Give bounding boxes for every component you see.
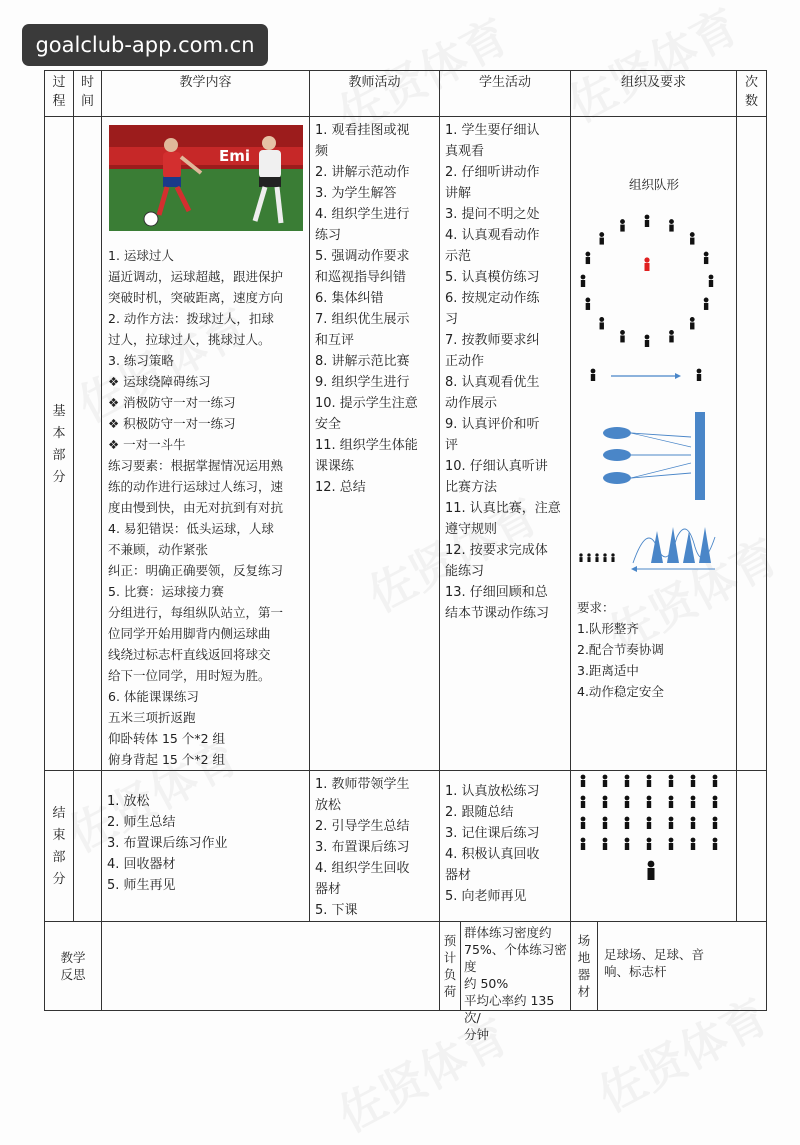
list-item: 器材 [445, 868, 472, 883]
list-item: 4. 回收器材 [107, 857, 176, 872]
list-item: 5. 下课 [315, 903, 358, 918]
person-icon [620, 330, 625, 342]
header-content: 教学内容 [102, 71, 310, 117]
ending-organization [571, 771, 737, 922]
list-item: 比赛方法 [445, 480, 498, 495]
list-item: 群体练习密度约 [464, 925, 552, 940]
person-icon [713, 817, 718, 829]
list-item: 俯身背起 15 个*2 组 [108, 752, 226, 767]
person-icon [690, 232, 695, 244]
person-icon [625, 817, 630, 829]
lesson-plan-table [44, 70, 767, 1042]
list-item: 1. 学生要仔细认 [445, 123, 540, 138]
ending-content-list [102, 771, 309, 896]
person-icon [620, 219, 625, 231]
list-item: 要求： [577, 600, 615, 615]
list-item: 5. 认真模仿练习 [445, 270, 540, 285]
list-item: 3.距离适中 [577, 663, 639, 678]
person-icon [669, 796, 674, 808]
header-process: 过 程 [45, 71, 74, 117]
list-item: 4. 易犯错误：低头运球，人球 [108, 521, 274, 536]
list-item: 1. 放松 [107, 794, 150, 809]
list-item: 器材 [315, 882, 342, 897]
photo-banner-text: Emi [219, 147, 251, 165]
list-item: 1.队形整齐 [577, 621, 639, 636]
requirements-list [577, 597, 664, 702]
ending-count [737, 771, 767, 922]
list-item: 动作展示 [445, 396, 498, 411]
basic-label: 基 本 部 分 [45, 117, 74, 771]
list-item: 1. 观看挂图或视 [315, 123, 410, 138]
person-icon [587, 553, 590, 562]
ending-student-list [440, 771, 570, 907]
list-item: 6. 集体纠错 [315, 291, 384, 306]
person-icon [669, 838, 674, 850]
list-item: 示范 [445, 249, 472, 264]
person-icon [713, 775, 718, 787]
circle-formation [581, 215, 714, 347]
list-item: 给下一位同学，用时短为胜。 [108, 668, 271, 683]
list-item: 13. 仔细回顾和总 [445, 585, 548, 600]
obstacle-drill-diagram [603, 412, 705, 500]
formation-title: 组织队形 [629, 177, 680, 192]
list-item: 约 50% [464, 976, 509, 991]
list-item: 度由慢到快，由无对抗到有对抗 [108, 500, 284, 515]
list-item: 遵守规则 [445, 522, 498, 537]
ending-time [74, 771, 102, 922]
list-item: 4. 认真观看动作 [445, 228, 540, 243]
list-item: 6. 按规定动作练 [445, 291, 540, 306]
site-url-badge[interactable]: goalclub-app.com.cn [22, 24, 268, 66]
list-item: 8. 讲解示范比赛 [315, 354, 410, 369]
header-time: 时 间 [74, 71, 102, 117]
list-item: 3. 布置课后练习 [315, 840, 410, 855]
list-item: 平均心率约 135 次/ [464, 993, 555, 1025]
person-icon [579, 553, 582, 562]
person-icon [647, 775, 652, 787]
person-icon [585, 298, 590, 310]
list-item: 练习 [315, 228, 342, 243]
person-icon [645, 215, 650, 227]
list-item: 7. 按教师要求纠 [445, 333, 540, 348]
venue-label: 场 地 器 材 [571, 922, 598, 1010]
person-icon [625, 838, 630, 850]
list-item: 频 [315, 144, 329, 159]
list-item: 响、标志杆 [604, 964, 667, 979]
list-item: 习 [445, 312, 459, 327]
list-item: 75%、个体练习密度 [464, 942, 567, 974]
list-item: ❖ 运球绕障碍练习 [108, 374, 211, 389]
list-item: 4. 组织学生回收 [315, 861, 410, 876]
list-item: 分钟 [464, 1027, 490, 1042]
person-icon [669, 775, 674, 787]
list-item: 3. 提问不明之处 [445, 207, 540, 222]
person-icon [603, 838, 608, 850]
list-item: 4. 积极认真回收 [445, 847, 540, 862]
header-count: 次 数 [737, 71, 767, 117]
person-icon [595, 553, 598, 562]
person-icon [669, 219, 674, 231]
list-item: 突破时机，突破距离，速度方向 [108, 290, 284, 305]
list-item: 练的动作进行运球过人练习，速 [108, 479, 284, 494]
list-item: 9. 组织学生进行 [315, 375, 410, 390]
list-item: 3. 记住课后练习 [445, 826, 540, 841]
person-icon [691, 817, 696, 829]
person-icon [581, 275, 586, 287]
dribble-pass-diagram [591, 369, 702, 381]
basic-teacher-list [310, 117, 439, 498]
list-item: 7. 组织优生展示 [315, 312, 410, 327]
list-item: 过人，拉球过人，挑球过人。 [108, 332, 271, 347]
list-item: 4.动作稳定安全 [577, 684, 664, 699]
list-item: 结本节课动作练习 [445, 606, 550, 621]
person-icon [581, 817, 586, 829]
load-label: 预 计 负 荷 [440, 922, 461, 1010]
header-row [45, 71, 767, 117]
list-item: 评 [445, 438, 459, 453]
list-item: 真观看 [445, 144, 485, 159]
list-item: 足球场、足球、音 [604, 947, 705, 962]
list-item: 2. 引导学生总结 [315, 819, 410, 834]
list-item: 4. 组织学生进行 [315, 207, 410, 222]
list-item: 不兼顾，动作紧张 [108, 542, 209, 557]
load-cell [440, 922, 571, 1042]
person-icon [581, 838, 586, 850]
person-icon [585, 252, 590, 264]
list-item: 5. 师生再见 [107, 878, 176, 893]
person-icon [647, 838, 652, 850]
footer-row [45, 922, 767, 1011]
basic-teacher [310, 117, 440, 771]
list-item: 正动作 [445, 354, 485, 369]
basic-student [440, 117, 571, 771]
person-icon [599, 232, 604, 244]
list-item: 位同学开始用脚背内侧运球曲 [108, 626, 271, 641]
ending-teacher [310, 771, 440, 922]
list-item: 3. 练习策略 [108, 353, 174, 368]
person-icon [669, 817, 674, 829]
list-item: 2.配合节奏协调 [577, 642, 664, 657]
teacher-marker-red [644, 257, 649, 271]
list-item: 8. 认真观看优生 [445, 375, 540, 390]
person-icon [691, 796, 696, 808]
basic-count [737, 117, 767, 771]
teacher-marker [648, 861, 655, 880]
list-item: 5. 向老师再见 [445, 889, 527, 904]
ending-content [102, 771, 310, 922]
person-icon [645, 335, 650, 347]
ending-teacher-list [310, 771, 439, 921]
list-item: 12. 按要求完成体 [445, 543, 548, 558]
person-icon [709, 275, 714, 287]
person-icon [647, 817, 652, 829]
ending-formation-diagram [571, 771, 737, 911]
list-item: 和互评 [315, 333, 355, 348]
list-item: 五米三项折返跑 [108, 710, 196, 725]
person-icon [599, 317, 604, 329]
person-icon [625, 796, 630, 808]
person-icon [603, 553, 606, 562]
list-item: 2. 仔细听讲动作 [445, 165, 540, 180]
list-item: 10. 仔细认真听讲 [445, 459, 548, 474]
ending-student [440, 771, 571, 922]
relay-race-diagram [579, 527, 715, 572]
person-icon [704, 252, 709, 264]
basic-content [102, 117, 310, 771]
list-item: 能练习 [445, 564, 485, 579]
soccer-photo [109, 125, 303, 231]
header-organization: 组织及要求 [571, 71, 737, 117]
list-item: 9. 认真评价和听 [445, 417, 540, 432]
load-text [461, 922, 570, 1042]
person-icon [581, 775, 586, 787]
list-item: 1. 运球过人 [108, 248, 174, 263]
list-item: 仰卧转体 15 个*2 组 [108, 731, 226, 746]
person-icon [691, 775, 696, 787]
list-item: 12. 总结 [315, 480, 366, 495]
person-icon [603, 796, 608, 808]
list-item: 分组进行，每组纵队站立，第一 [108, 605, 284, 620]
list-item: 5. 比赛：运球接力赛 [108, 584, 224, 599]
header-student: 学生活动 [440, 71, 571, 117]
list-item: 3. 布置课后练习作业 [107, 836, 228, 851]
venue-text [598, 922, 766, 1010]
list-item: ❖ 积极防守一对一练习 [108, 416, 236, 431]
list-item: 练习要素：根据掌握情况运用熟 [108, 458, 284, 473]
list-item: 课课练 [315, 459, 355, 474]
list-item: 逼近调动，运球超越，跟进保护 [108, 269, 284, 284]
list-item: 和巡视指导纠错 [315, 270, 407, 285]
list-item: 2. 师生总结 [107, 815, 176, 830]
list-item: 2. 动作方法：拨球过人，扣球 [108, 311, 274, 326]
list-item: 线绕过标志杆直线返回将球交 [108, 647, 271, 662]
person-icon [691, 838, 696, 850]
list-item: 讲解 [445, 186, 472, 201]
reflection-label: 教学 反思 [45, 922, 102, 1011]
list-item: 2. 讲解示范动作 [315, 165, 410, 180]
person-icon [611, 553, 614, 562]
person-icon [603, 817, 608, 829]
person-icon [713, 838, 718, 850]
list-item: ❖ 一对一斗牛 [108, 437, 186, 452]
list-item: 纠正：明确正确要领，反复练习 [108, 563, 284, 578]
list-item: 11. 认真比赛，注意 [445, 501, 561, 516]
list-item: 放松 [315, 798, 342, 813]
basic-section-row [45, 117, 767, 771]
list-item: 10. 提示学生注意 [315, 396, 418, 411]
person-icon [647, 796, 652, 808]
ending-label: 结 束 部 分 [45, 771, 74, 922]
list-item: 6. 体能课课练习 [108, 689, 199, 704]
list-item: ❖ 消极防守一对一练习 [108, 395, 236, 410]
person-icon [581, 796, 586, 808]
basic-student-list [440, 117, 570, 624]
basic-time [74, 117, 102, 771]
formation-diagram [571, 117, 737, 587]
venue-cell [571, 922, 767, 1011]
list-item: 3. 为学生解答 [315, 186, 397, 201]
list-item: 11. 组织学生体能 [315, 438, 418, 453]
person-icon [603, 775, 608, 787]
ending-section-row [45, 771, 767, 922]
basic-content-lines [102, 243, 309, 770]
list-item: 1. 教师带领学生 [315, 777, 410, 792]
person-icon [625, 775, 630, 787]
list-item: 1. 认真放松练习 [445, 784, 540, 799]
person-icon [690, 317, 695, 329]
person-icon [669, 330, 674, 342]
person-icon [704, 298, 709, 310]
list-item: 安全 [315, 417, 342, 432]
basic-organization [571, 117, 737, 771]
reflection-content [102, 922, 440, 1011]
header-teacher: 教师活动 [310, 71, 440, 117]
list-item: 2. 跟随总结 [445, 805, 514, 820]
list-item: 5. 强调动作要求 [315, 249, 410, 264]
person-icon [713, 796, 718, 808]
